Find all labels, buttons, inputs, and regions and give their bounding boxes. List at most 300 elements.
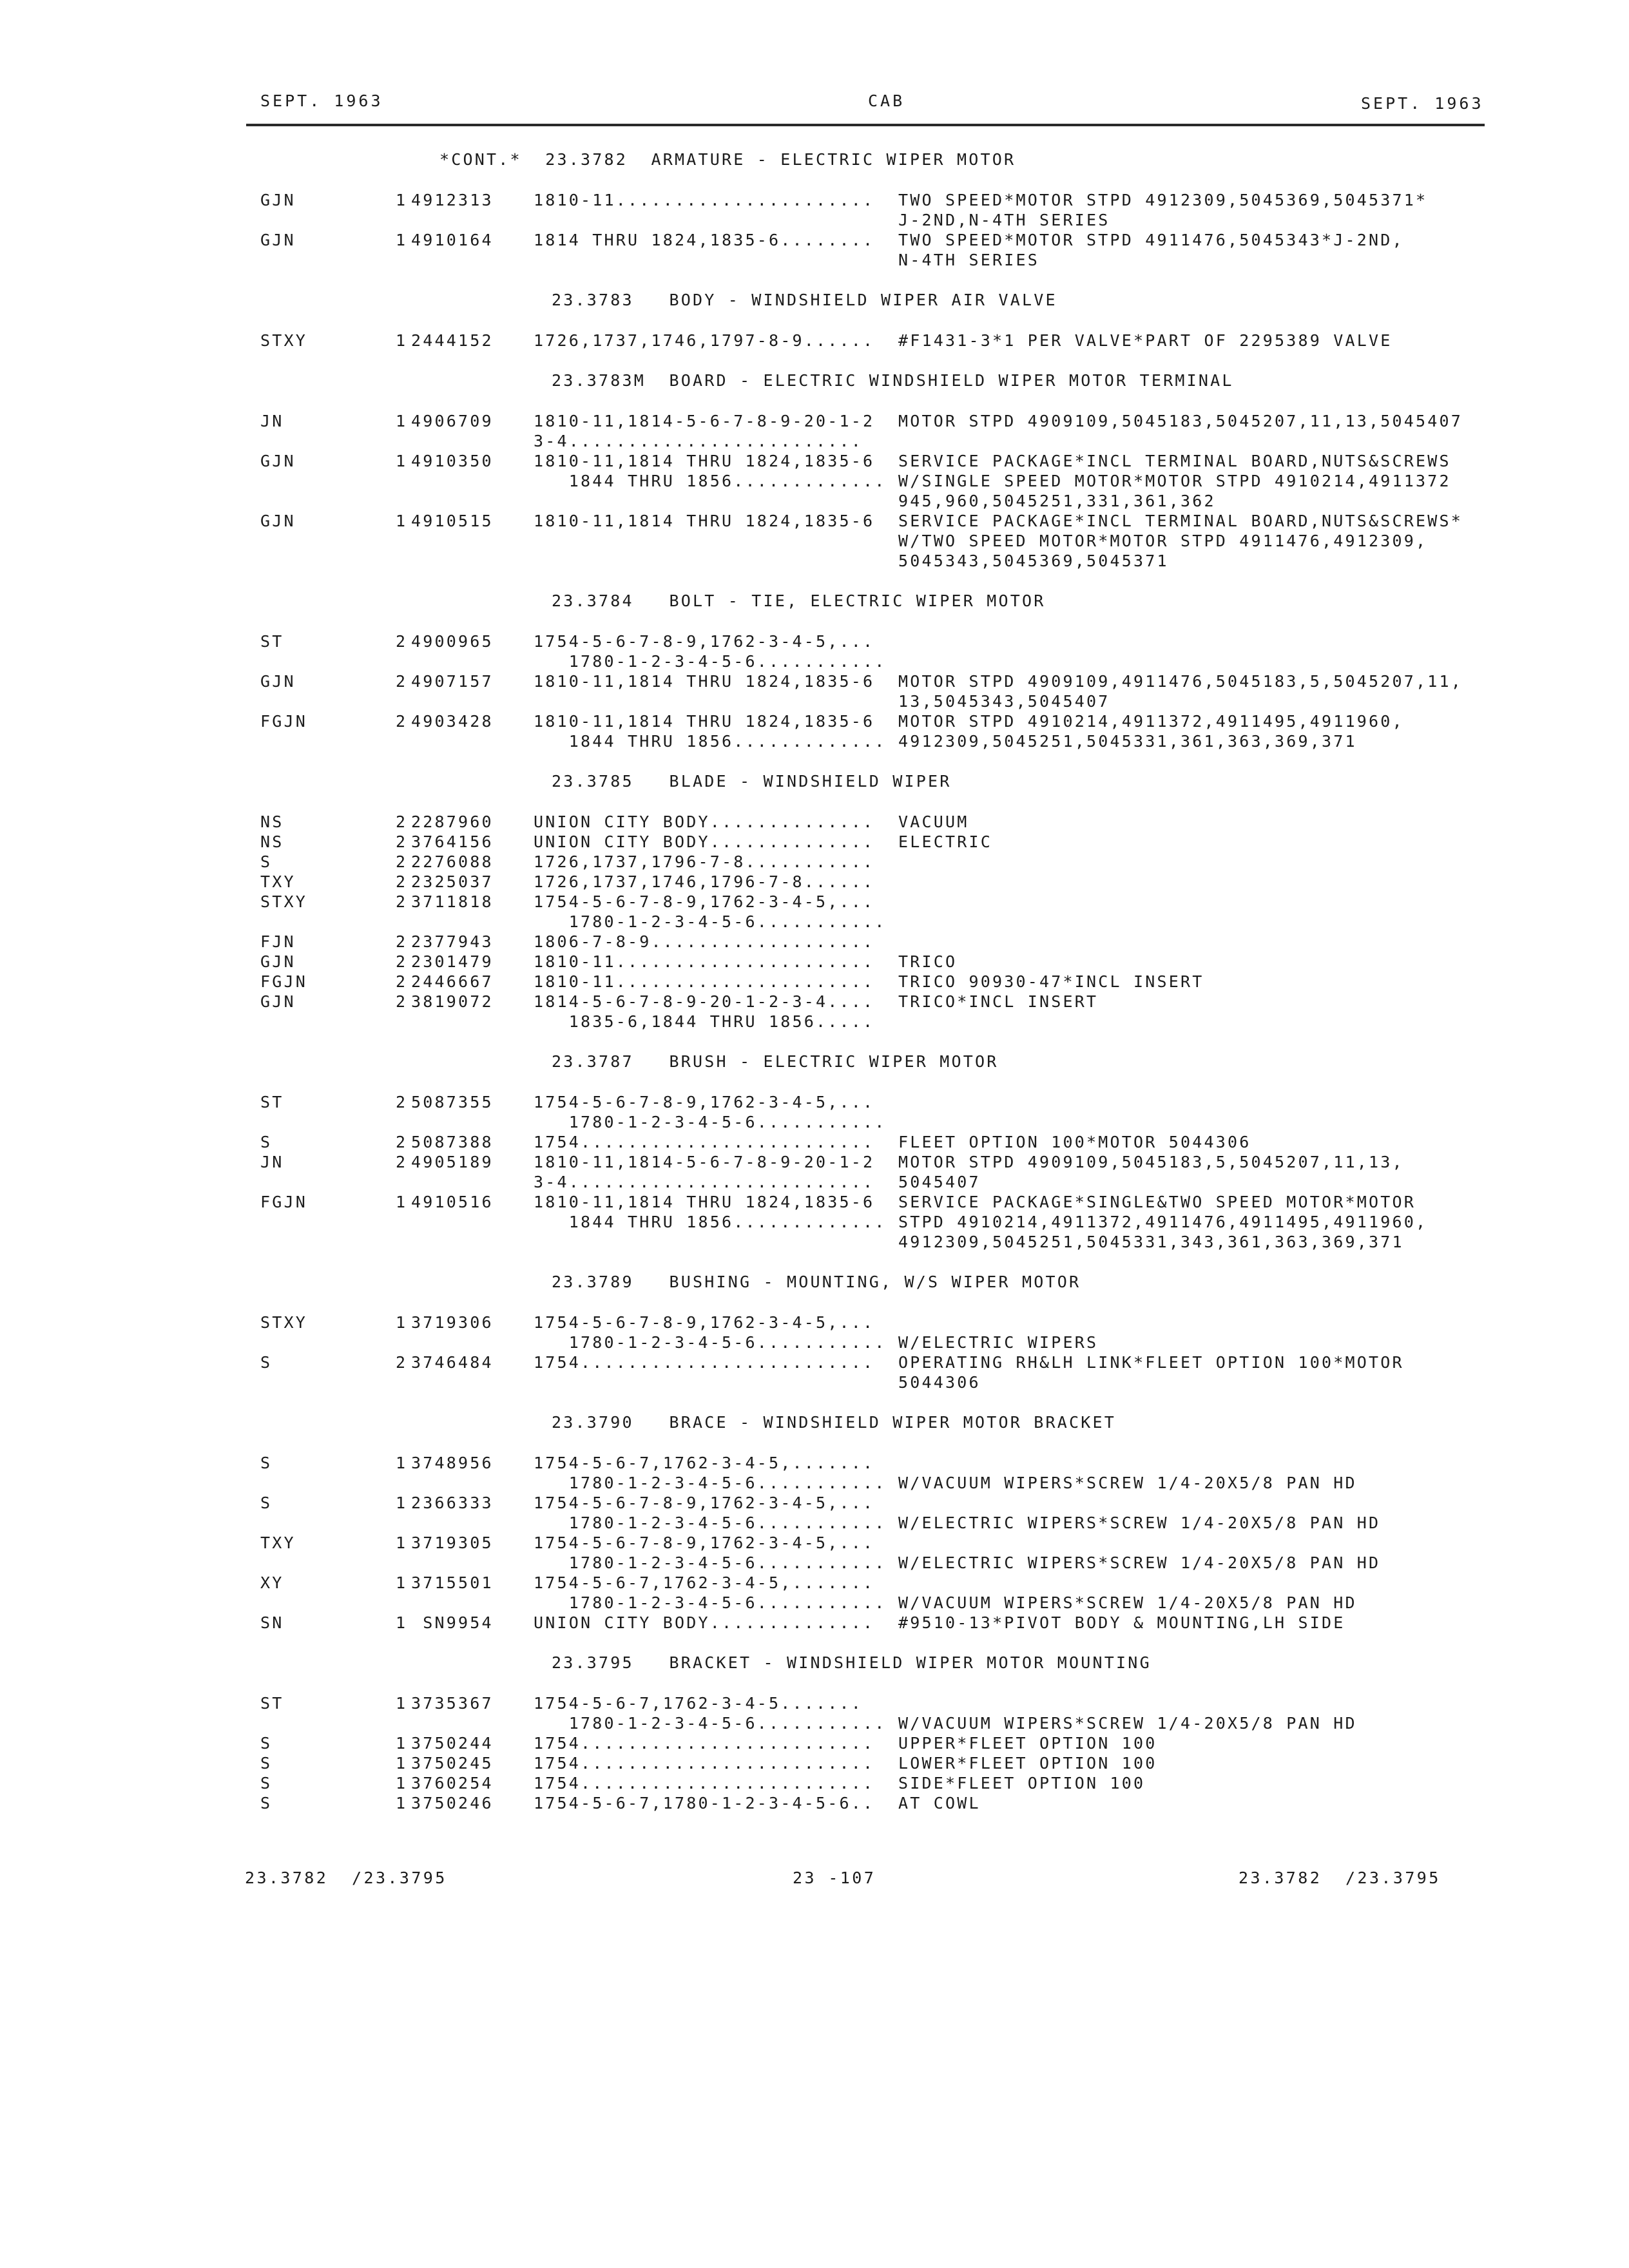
part-number xyxy=(411,210,534,230)
parts-row xyxy=(240,832,1490,852)
parts-row xyxy=(240,1693,1490,1713)
parts-section xyxy=(240,571,1490,751)
model-code xyxy=(240,491,396,511)
description: W/SINGLE SPEED MOTOR*MOTOR STPD 4910214,4911372 xyxy=(898,472,1451,490)
quantity: 1 xyxy=(396,452,408,470)
part-number: 3711818 xyxy=(411,892,494,911)
usage: 1780-1-2-3-4-5-6........... xyxy=(534,652,887,671)
parts-row xyxy=(240,711,1490,731)
quantity xyxy=(396,1372,411,1392)
part-number xyxy=(411,651,534,671)
parts-row xyxy=(240,1533,1490,1553)
description xyxy=(898,1493,1490,1513)
usage: 1754-5-6-7,1762-3-4-5....... xyxy=(534,1694,863,1713)
parts-row xyxy=(240,1372,1490,1392)
description xyxy=(898,1112,1490,1132)
parts-row xyxy=(240,1553,1490,1573)
part-number xyxy=(411,491,534,511)
usage: 1754-5-6-7,1780-1-2-3-4-5-6.. xyxy=(534,1794,875,1812)
model-code: GJN xyxy=(260,512,296,530)
parts-row xyxy=(240,1773,1490,1793)
quantity: 1 xyxy=(396,1573,408,1592)
model-code: NS xyxy=(260,812,284,831)
parts-row xyxy=(240,431,1490,451)
usage: 1844 THRU 1856............. xyxy=(534,472,887,490)
quantity xyxy=(396,912,411,932)
model-code xyxy=(240,691,396,711)
description: 4912309,5045251,5045331,343,361,363,369,371 xyxy=(898,1233,1404,1251)
description: J-2ND,N-4TH SERIES xyxy=(898,211,1110,229)
part-number: 3748956 xyxy=(411,1454,494,1472)
description: VACUUM xyxy=(898,812,969,831)
usage: UNION CITY BODY.............. xyxy=(534,812,875,831)
usage: 1780-1-2-3-4-5-6........... xyxy=(534,1514,887,1532)
usage: 1754-5-6-7-8-9,1762-3-4-5,... xyxy=(534,1533,875,1552)
part-number: 3760254 xyxy=(411,1774,494,1792)
parts-row xyxy=(240,932,1490,952)
model-code: S xyxy=(260,1353,273,1372)
part-number xyxy=(411,551,534,571)
parts-row xyxy=(240,1132,1490,1152)
usage: 1754-5-6-7,1762-3-4-5,....... xyxy=(534,1573,875,1592)
quantity: 2 xyxy=(396,1093,408,1111)
footer-page-number: 23 -107 xyxy=(793,1869,876,1887)
model-code xyxy=(240,210,396,230)
part-number: 4903428 xyxy=(411,712,494,731)
model-code: GJN xyxy=(260,672,296,691)
usage: 1754-5-6-7-8-9,1762-3-4-5,... xyxy=(534,632,875,651)
usage: 1754-5-6-7-8-9,1762-3-4-5,... xyxy=(534,1494,875,1512)
quantity xyxy=(396,651,411,671)
quantity: 1 xyxy=(396,1313,408,1332)
usage: 1754-5-6-7-8-9,1762-3-4-5,... xyxy=(534,1313,875,1332)
description xyxy=(898,1533,1490,1553)
usage xyxy=(534,210,898,230)
model-code xyxy=(240,551,396,571)
parts-row xyxy=(240,1012,1490,1032)
part-number: 2301479 xyxy=(411,952,494,971)
section-title: 23.3789 BUSHING - MOUNTING, W/S WIPER MOTOR xyxy=(552,1273,1081,1291)
usage xyxy=(534,691,898,711)
model-code xyxy=(240,1513,396,1533)
parts-section xyxy=(240,751,1490,1032)
part-number: 3750245 xyxy=(411,1754,494,1773)
part-number xyxy=(411,1212,534,1232)
parts-row xyxy=(240,1473,1490,1493)
part-number: 2444152 xyxy=(411,331,494,350)
part-number xyxy=(411,531,534,551)
part-number: 4910516 xyxy=(411,1193,494,1211)
quantity xyxy=(396,471,411,491)
quantity xyxy=(396,250,411,270)
model-code xyxy=(240,1232,396,1252)
description: SERVICE PACKAGE*SINGLE&TWO SPEED MOTOR*MOTOR xyxy=(898,1193,1416,1211)
description: W/ELECTRIC WIPERS*SCREW 1/4-20X5/8 PAN HD xyxy=(898,1514,1381,1532)
usage: 1754......................... xyxy=(534,1754,875,1773)
section-title: 23.3783 BODY - WINDSHIELD WIPER AIR VALVE xyxy=(552,291,1057,309)
parts-row xyxy=(240,872,1490,892)
parts-row xyxy=(240,1453,1490,1473)
parts-row xyxy=(240,912,1490,932)
part-number xyxy=(411,250,534,270)
quantity xyxy=(396,1332,411,1352)
description: SERVICE PACKAGE*INCL TERMINAL BOARD,NUTS&SCREWS xyxy=(898,452,1451,470)
description: TRICO xyxy=(898,952,958,971)
quantity: 2 xyxy=(396,952,408,971)
description: N-4TH SERIES xyxy=(898,251,1040,269)
parts-row xyxy=(240,1212,1490,1232)
quantity: 1 xyxy=(396,1774,408,1792)
quantity xyxy=(396,1172,411,1192)
model-code: GJN xyxy=(260,231,296,249)
section-title: 23.3787 BRUSH - ELECTRIC WIPER MOTOR xyxy=(552,1052,999,1071)
usage: 1754......................... xyxy=(534,1353,875,1372)
parts-section xyxy=(240,270,1490,351)
model-code: S xyxy=(260,852,273,871)
footer-left-range: 23.3782 /23.3795 xyxy=(245,1869,447,1887)
quantity xyxy=(396,731,411,751)
section-title: 23.3795 BRACKET - WINDSHIELD WIPER MOTOR MOUNTING xyxy=(552,1653,1152,1672)
description xyxy=(898,651,1490,671)
model-code: S xyxy=(260,1774,273,1792)
part-number xyxy=(411,1012,534,1032)
parts-row xyxy=(240,210,1490,230)
parts-row xyxy=(240,1573,1490,1593)
part-number: 2377943 xyxy=(411,932,494,951)
quantity xyxy=(396,1553,411,1573)
usage: 3-4.......................... xyxy=(534,1173,875,1191)
model-code: ST xyxy=(260,1694,284,1713)
section-title: 23.3790 BRACE - WINDSHIELD WIPER MOTOR BRACKET xyxy=(552,1413,1117,1432)
quantity: 1 xyxy=(396,1694,408,1713)
description: TRICO 90930-47*INCL INSERT xyxy=(898,972,1204,991)
parts-row xyxy=(240,691,1490,711)
quantity: 2 xyxy=(396,632,408,651)
part-number: 3719306 xyxy=(411,1313,494,1332)
model-code: GJN xyxy=(260,952,296,971)
quantity: 1 xyxy=(396,1533,408,1552)
quantity xyxy=(396,1232,411,1252)
model-code: S xyxy=(260,1494,273,1512)
description: 4912309,5045251,5045331,361,363,369,371 xyxy=(898,732,1357,751)
part-number xyxy=(411,1372,534,1392)
part-number xyxy=(411,1513,534,1533)
model-code: SN xyxy=(260,1613,284,1632)
part-number xyxy=(411,431,534,451)
parts-row xyxy=(240,972,1490,992)
part-number: 4906709 xyxy=(411,412,494,430)
description: W/VACUUM WIPERS*SCREW 1/4-20X5/8 PAN HD xyxy=(898,1474,1357,1492)
parts-row xyxy=(240,1493,1490,1513)
part-number: 2276088 xyxy=(411,852,494,871)
model-code xyxy=(240,912,396,932)
model-code: FGJN xyxy=(260,712,308,731)
quantity xyxy=(396,1473,411,1493)
description: ELECTRIC xyxy=(898,832,993,851)
parts-row xyxy=(240,1152,1490,1172)
parts-row xyxy=(240,892,1490,912)
usage: 1780-1-2-3-4-5-6........... xyxy=(534,1714,887,1733)
usage: 1810-11,1814 THRU 1824,1835-6 xyxy=(534,1193,875,1211)
usage xyxy=(534,250,898,270)
description: 945,960,5045251,331,361,362 xyxy=(898,492,1216,510)
description xyxy=(898,872,1490,892)
parts-row xyxy=(240,852,1490,872)
parts-row xyxy=(240,1513,1490,1533)
description xyxy=(898,1312,1490,1332)
quantity xyxy=(396,491,411,511)
description xyxy=(898,1453,1490,1473)
parts-row xyxy=(240,1793,1490,1813)
part-number: 4905189 xyxy=(411,1153,494,1171)
quantity: 2 xyxy=(396,932,408,951)
parts-row xyxy=(240,1232,1490,1252)
parts-row xyxy=(240,471,1490,491)
usage: 1844 THRU 1856............. xyxy=(534,732,887,751)
description xyxy=(898,1573,1490,1593)
model-code: STXY xyxy=(260,331,308,350)
model-code xyxy=(240,1553,396,1573)
model-code: S xyxy=(260,1734,273,1753)
model-code xyxy=(240,1332,396,1352)
quantity xyxy=(396,1012,411,1032)
usage: 1754-5-6-7,1762-3-4-5,....... xyxy=(534,1454,875,1472)
part-number: 3715501 xyxy=(411,1573,494,1592)
parts-section xyxy=(240,1392,1490,1633)
parts-row xyxy=(240,1753,1490,1773)
quantity: 2 xyxy=(396,892,408,911)
model-code: JN xyxy=(260,1153,284,1171)
usage: 1726,1737,1796-7-8........... xyxy=(534,852,875,871)
description xyxy=(898,932,1490,952)
description xyxy=(898,631,1490,651)
parts-row xyxy=(240,491,1490,511)
model-code xyxy=(240,1713,396,1733)
quantity xyxy=(396,431,411,451)
usage: UNION CITY BODY.............. xyxy=(534,1613,875,1632)
parts-row xyxy=(240,1312,1490,1332)
parts-row xyxy=(240,1112,1490,1132)
model-code: TXY xyxy=(260,1533,296,1552)
quantity: 1 xyxy=(396,1794,408,1812)
description: SERVICE PACKAGE*INCL TERMINAL BOARD,NUTS&SCREWS* xyxy=(898,512,1463,530)
model-code: ST xyxy=(260,632,284,651)
description xyxy=(898,1012,1490,1032)
description: STPD 4910214,4911372,4911476,4911495,4911960, xyxy=(898,1213,1428,1231)
quantity: 1 xyxy=(396,1454,408,1472)
quantity: 1 xyxy=(396,191,408,209)
description: TRICO*INCL INSERT xyxy=(898,992,1099,1011)
model-code: XY xyxy=(260,1573,284,1592)
model-code xyxy=(240,1172,396,1192)
model-code: GJN xyxy=(260,992,296,1011)
parts-row xyxy=(240,230,1490,250)
model-code: STXY xyxy=(260,1313,308,1332)
parts-row xyxy=(240,731,1490,751)
usage: 1806-7-8-9................... xyxy=(534,932,875,951)
parts-row xyxy=(240,190,1490,210)
description xyxy=(898,1693,1490,1713)
description: 5044306 xyxy=(898,1373,981,1392)
usage: 1754-5-6-7-8-9,1762-3-4-5,... xyxy=(534,892,875,911)
parts-row xyxy=(240,250,1490,270)
model-code: S xyxy=(260,1133,273,1151)
part-number xyxy=(411,912,534,932)
model-code xyxy=(240,1012,396,1032)
parts-row xyxy=(240,451,1490,471)
description: UPPER*FLEET OPTION 100 xyxy=(898,1734,1157,1753)
quantity xyxy=(396,691,411,711)
model-code: STXY xyxy=(260,892,308,911)
usage: 1726,1737,1746,1796-7-8...... xyxy=(534,872,875,891)
usage: 1814-5-6-7-8-9-20-1-2-3-4.... xyxy=(534,992,875,1011)
usage: 1780-1-2-3-4-5-6........... xyxy=(534,1113,887,1131)
usage: 1780-1-2-3-4-5-6........... xyxy=(534,1333,887,1352)
usage: 1814 THRU 1824,1835-6........ xyxy=(534,231,875,249)
model-code xyxy=(240,1473,396,1493)
part-number xyxy=(411,1553,534,1573)
model-code xyxy=(240,651,396,671)
usage xyxy=(534,1232,898,1252)
description: MOTOR STPD 4909109,5045183,5045207,11,13,5045407 xyxy=(898,412,1463,430)
header-left-date: SEPT. 1963 xyxy=(260,91,383,110)
parts-row xyxy=(240,1172,1490,1192)
usage: 1780-1-2-3-4-5-6........... xyxy=(534,1474,887,1492)
part-number: 2325037 xyxy=(411,872,494,891)
usage: 1780-1-2-3-4-5-6........... xyxy=(534,1593,887,1612)
quantity: 2 xyxy=(396,712,408,731)
quantity xyxy=(396,1593,411,1613)
description: LOWER*FLEET OPTION 100 xyxy=(898,1754,1157,1773)
description: #9510-13*PIVOT BODY & MOUNTING,LH SIDE xyxy=(898,1613,1345,1632)
part-number: 3719305 xyxy=(411,1533,494,1552)
description: AT COWL xyxy=(898,1794,981,1812)
model-code xyxy=(240,1593,396,1613)
quantity: 1 xyxy=(396,1754,408,1773)
quantity: 2 xyxy=(396,672,408,691)
quantity: 2 xyxy=(396,1133,408,1151)
usage: 1810-11,1814-5-6-7-8-9-20-1-2 xyxy=(534,412,875,430)
description: SIDE*FLEET OPTION 100 xyxy=(898,1774,1146,1792)
usage: 1810-11,1814 THRU 1824,1835-6 xyxy=(534,672,875,691)
usage: 1835-6,1844 THRU 1856..... xyxy=(534,1012,875,1031)
parts-row xyxy=(240,631,1490,651)
parts-row xyxy=(240,1593,1490,1613)
model-code xyxy=(240,250,396,270)
description xyxy=(898,912,1490,932)
usage: 1810-11...................... xyxy=(534,191,875,209)
parts-section xyxy=(240,1633,1490,1813)
part-number: 3746484 xyxy=(411,1353,494,1372)
description xyxy=(898,852,1490,872)
parts-row xyxy=(240,992,1490,1012)
description xyxy=(898,892,1490,912)
model-code xyxy=(240,731,396,751)
usage: 1754......................... xyxy=(534,1734,875,1753)
parts-section xyxy=(240,1032,1490,1252)
part-number: 4900965 xyxy=(411,632,494,651)
model-code: FJN xyxy=(260,932,296,951)
parts-row xyxy=(240,1613,1490,1633)
model-code xyxy=(240,471,396,491)
usage: 1810-11...................... xyxy=(534,972,875,991)
usage: 1754-5-6-7-8-9,1762-3-4-5,... xyxy=(534,1093,875,1111)
quantity: 2 xyxy=(396,832,408,851)
section-title: 23.3785 BLADE - WINDSHIELD WIPER xyxy=(552,772,952,791)
header-rule xyxy=(246,124,1485,126)
usage: 1754......................... xyxy=(534,1133,875,1151)
part-number: 2287960 xyxy=(411,812,494,831)
description xyxy=(898,1092,1490,1112)
description: W/ELECTRIC WIPERS*SCREW 1/4-20X5/8 PAN HD xyxy=(898,1553,1381,1572)
description: MOTOR STPD 4909109,5045183,5,5045207,11,13, xyxy=(898,1153,1404,1171)
quantity xyxy=(396,1713,411,1733)
quantity: 1 xyxy=(396,412,408,430)
usage: 1810-11,1814-5-6-7-8-9-20-1-2 xyxy=(534,1153,875,1171)
quantity xyxy=(396,1112,411,1132)
description: #F1431-3*1 PER VALVE*PART OF 2295389 VALVE xyxy=(898,331,1393,350)
parts-row xyxy=(240,511,1490,531)
quantity: 1 xyxy=(396,1494,408,1512)
part-number: 4907157 xyxy=(411,672,494,691)
usage: 1754......................... xyxy=(534,1774,875,1792)
part-number xyxy=(411,1713,534,1733)
part-number xyxy=(411,1172,534,1192)
usage: 1810-11...................... xyxy=(534,952,875,971)
usage: 1780-1-2-3-4-5-6........... xyxy=(534,1553,887,1572)
model-code xyxy=(240,531,396,551)
description xyxy=(898,431,1490,451)
section-title: *CONT.* 23.3782 ARMATURE - ELECTRIC WIPER MOTOR xyxy=(439,150,1016,169)
quantity xyxy=(396,210,411,230)
parts-section xyxy=(240,351,1490,571)
part-number xyxy=(411,1593,534,1613)
part-number: 3735367 xyxy=(411,1694,494,1713)
model-code: GJN xyxy=(260,452,296,470)
part-number: 3764156 xyxy=(411,832,494,851)
parts-row xyxy=(240,551,1490,571)
parts-row xyxy=(240,952,1490,972)
usage xyxy=(534,491,898,511)
description: FLEET OPTION 100*MOTOR 5044306 xyxy=(898,1133,1251,1151)
quantity: 1 xyxy=(396,231,408,249)
quantity: 2 xyxy=(396,852,408,871)
model-code: TXY xyxy=(260,872,296,891)
model-code: S xyxy=(260,1794,273,1812)
quantity: 2 xyxy=(396,1153,408,1171)
usage: 1780-1-2-3-4-5-6........... xyxy=(534,912,887,931)
model-code: FGJN xyxy=(260,972,308,991)
part-number xyxy=(411,1473,534,1493)
quantity: 2 xyxy=(396,992,408,1011)
footer-right-range: 23.3782 /23.3795 xyxy=(1239,1869,1441,1887)
part-number xyxy=(411,691,534,711)
description: MOTOR STPD 4910214,4911372,4911495,4911960, xyxy=(898,712,1404,731)
quantity: 1 xyxy=(396,1193,408,1211)
model-code: NS xyxy=(260,832,284,851)
part-number: 3819072 xyxy=(411,992,494,1011)
parts-row xyxy=(240,1713,1490,1733)
description: TWO SPEED*MOTOR STPD 4911476,5045343*J-2ND, xyxy=(898,231,1404,249)
description: W/TWO SPEED MOTOR*MOTOR STPD 4911476,4912309, xyxy=(898,532,1428,550)
description: W/ELECTRIC WIPERS xyxy=(898,1333,1099,1352)
part-number: 5087388 xyxy=(411,1133,494,1151)
part-number: 2446667 xyxy=(411,972,494,991)
quantity xyxy=(396,1513,411,1533)
parts-row xyxy=(240,1332,1490,1352)
part-number: 4910350 xyxy=(411,452,494,470)
parts-section xyxy=(240,1252,1490,1392)
